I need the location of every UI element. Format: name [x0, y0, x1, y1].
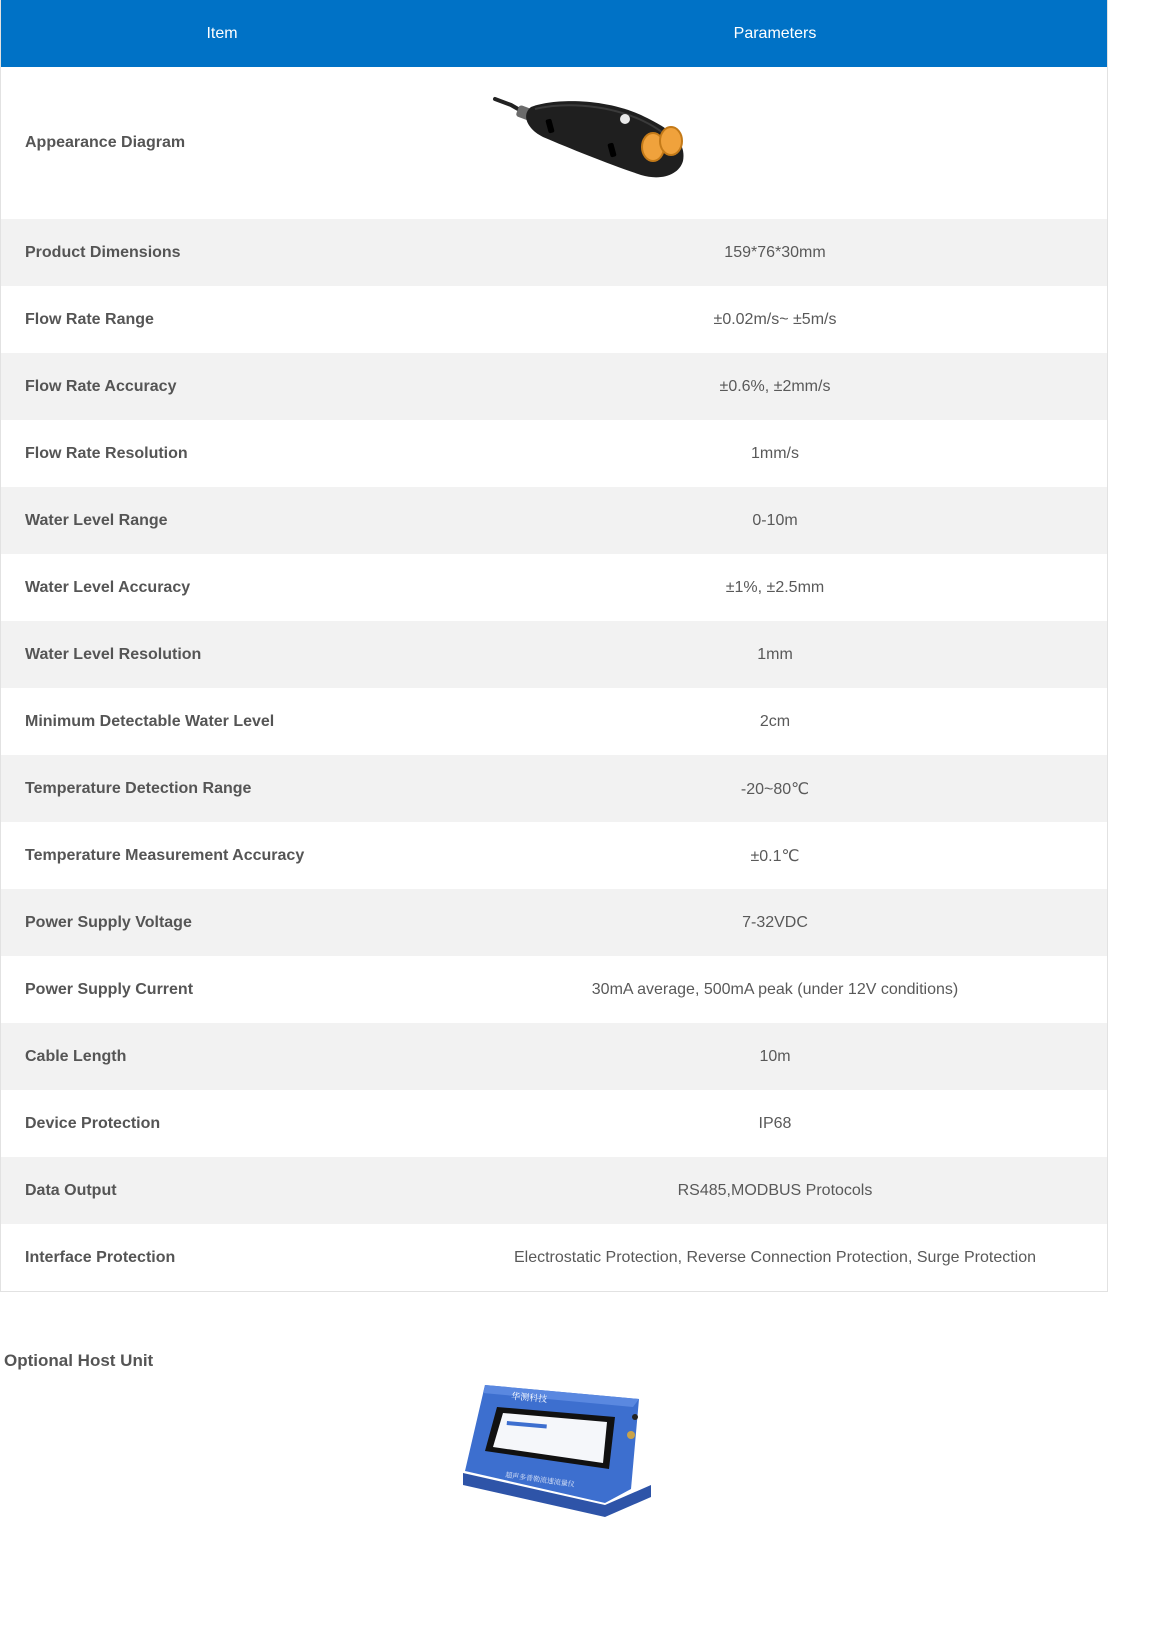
row-value: 30mA average, 500mA peak (under 12V conditions) — [591, 980, 959, 998]
table-row — [1, 1157, 1107, 1224]
table-row — [1, 1224, 1107, 1291]
row-value: 159*76*30mm — [724, 243, 826, 261]
row-value: ±0.02m/s~ ±5m/s — [713, 310, 837, 328]
row-value: IP68 — [758, 1114, 792, 1132]
row-label: Product Dimensions — [25, 243, 181, 261]
table-row — [1, 889, 1107, 956]
row-label: Data Output — [25, 1181, 117, 1199]
row-label: Flow Rate Accuracy — [25, 377, 177, 395]
row-label: Water Level Resolution — [25, 645, 202, 663]
row-value: 10m — [759, 1047, 791, 1065]
row-label: Minimum Detectable Water Level — [25, 712, 275, 730]
table-row — [1, 219, 1107, 286]
table-row — [1, 1023, 1107, 1090]
table-row — [1, 956, 1107, 1023]
header-item: Item — [206, 24, 238, 42]
row-value: RS485,MODBUS Protocols — [677, 1181, 873, 1199]
row-label: Power Supply Current — [25, 980, 194, 998]
row-label: Flow Rate Resolution — [25, 444, 188, 462]
row-label: Power Supply Voltage — [25, 913, 192, 931]
table-row — [1, 621, 1107, 688]
row-value: Electrostatic Protection, Reverse Connection Protection, Surge Protection — [513, 1248, 1037, 1266]
table-row — [1, 688, 1107, 755]
sensor-image — [491, 89, 691, 185]
row-label: Temperature Detection Range — [25, 779, 252, 797]
row-label: Cable Length — [25, 1047, 127, 1065]
host-brand-text: 华测科技 — [510, 1392, 548, 1406]
row-label: Device Protection — [25, 1114, 161, 1132]
row-value: ±0.1℃ — [750, 847, 800, 865]
row-label: Water Level Range — [25, 511, 168, 529]
row-value: ±0.6%, ±2mm/s — [719, 377, 831, 395]
row-label: Flow Rate Range — [25, 310, 154, 328]
table-row — [1, 286, 1107, 353]
row-label: Temperature Measurement Accuracy — [25, 846, 305, 864]
appearance-label: Appearance Diagram — [25, 134, 186, 151]
row-value: 2cm — [759, 712, 791, 730]
host-unit-image — [455, 1377, 655, 1517]
spec-rows — [1, 219, 1107, 1291]
row-label: Interface Protection — [25, 1248, 176, 1266]
row-value: ±1%, ±2.5mm — [725, 578, 825, 596]
table-row — [1, 353, 1107, 420]
appearance-value — [421, 67, 1107, 219]
row-label: Water Level Accuracy — [25, 578, 191, 596]
table-row — [1, 420, 1107, 487]
table-row — [1, 487, 1107, 554]
table-row — [1, 554, 1107, 621]
table-row — [1, 755, 1107, 822]
table-row — [1, 1090, 1107, 1157]
table-row-appearance — [1, 67, 1107, 219]
row-value: -20~80℃ — [740, 780, 810, 798]
row-value: 7-32VDC — [742, 913, 808, 931]
header-parameters: Parameters — [733, 24, 817, 42]
table-header — [1, 0, 1107, 67]
row-value: 0-10m — [752, 511, 798, 529]
host-title: Optional Host Unit — [4, 1351, 154, 1370]
row-value: 1mm — [757, 645, 793, 663]
row-value: 1mm/s — [751, 444, 799, 462]
table-row — [1, 822, 1107, 889]
host-caption-text: 超声多普勒流速流量仪 — [504, 1471, 576, 1489]
